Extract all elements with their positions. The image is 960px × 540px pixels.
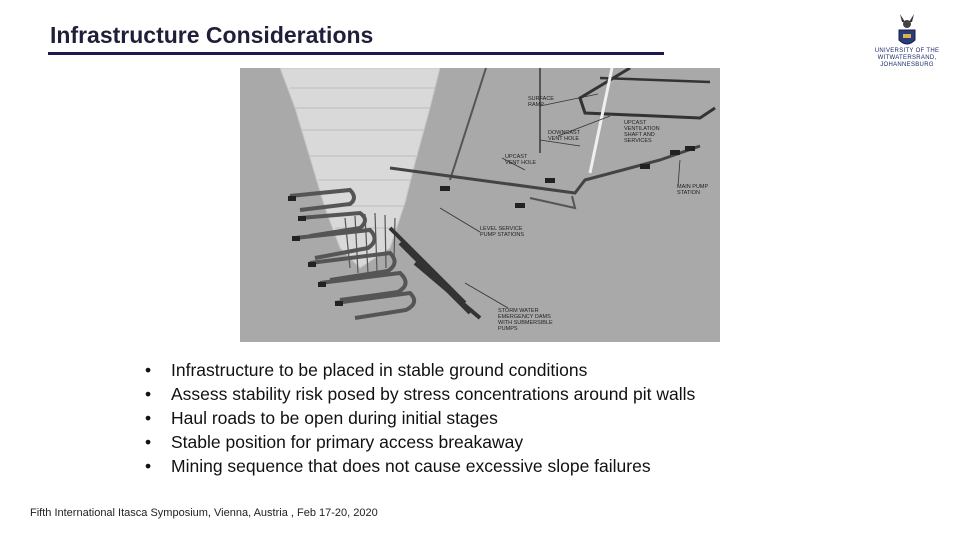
- bullet-item: • Infrastructure to be placed in stable ground conditions: [145, 360, 588, 380]
- label-downcast-vent-hole: DOWNCAST VENT HOLE: [548, 130, 581, 142]
- university-name: [868, 48, 946, 69]
- bullet-text: Assess stability risk posed by stress concentrations around pit walls: [171, 384, 696, 404]
- label-level-service-pump-stations: LEVEL SERVICE PUMP STATIONS: [480, 226, 525, 238]
- bullet-item: • Mining sequence that does not cause excessive slope failures: [145, 456, 651, 476]
- logo-line: JOHANNESBURG: [880, 62, 934, 68]
- slide-title: Infrastructure Considerations: [50, 22, 374, 48]
- label-upcast-shaft: UPCAST VENTILATION SHAFT AND SERVICES: [624, 120, 660, 144]
- bullet-item: • Assess stability risk posed by stress concentrations around pit walls: [145, 384, 696, 404]
- label-main-pump-station: MAIN PUMP STATION: [677, 184, 709, 196]
- bullet-item: • Haul roads to be open during initial stages: [145, 408, 498, 428]
- bullet-text: Haul roads to be open during initial stages: [171, 408, 498, 428]
- logo-line: WITWATERSRAND,: [877, 55, 937, 61]
- slide-footer: Fifth International Itasca Symposium, Vienna, Austria , Feb 17-20, 2020: [30, 507, 378, 519]
- logo-line: UNIVERSITY OF THE: [874, 48, 940, 54]
- label-upcast-vent-hole: UPCAST VENT HOLE: [505, 154, 537, 166]
- bullet-text: Stable position for primary access breakaway: [171, 432, 524, 452]
- bullet-text: Mining sequence that does not cause excessive slope failures: [171, 456, 651, 476]
- label-storm-water-dams: STORM WATER EMERGENCY DAMS WITH SUBMERSIBLE PUMPS: [498, 308, 553, 332]
- bullet-item: • Stable position for primary access breakaway: [145, 432, 524, 452]
- mine-infrastructure-diagram: [240, 68, 720, 342]
- bullet-text: Infrastructure to be placed in stable ground conditions: [171, 360, 588, 380]
- label-surface-ramp: SURFACE RAMP: [528, 96, 554, 108]
- title-underline: [48, 52, 664, 55]
- bullet-list: [145, 358, 696, 478]
